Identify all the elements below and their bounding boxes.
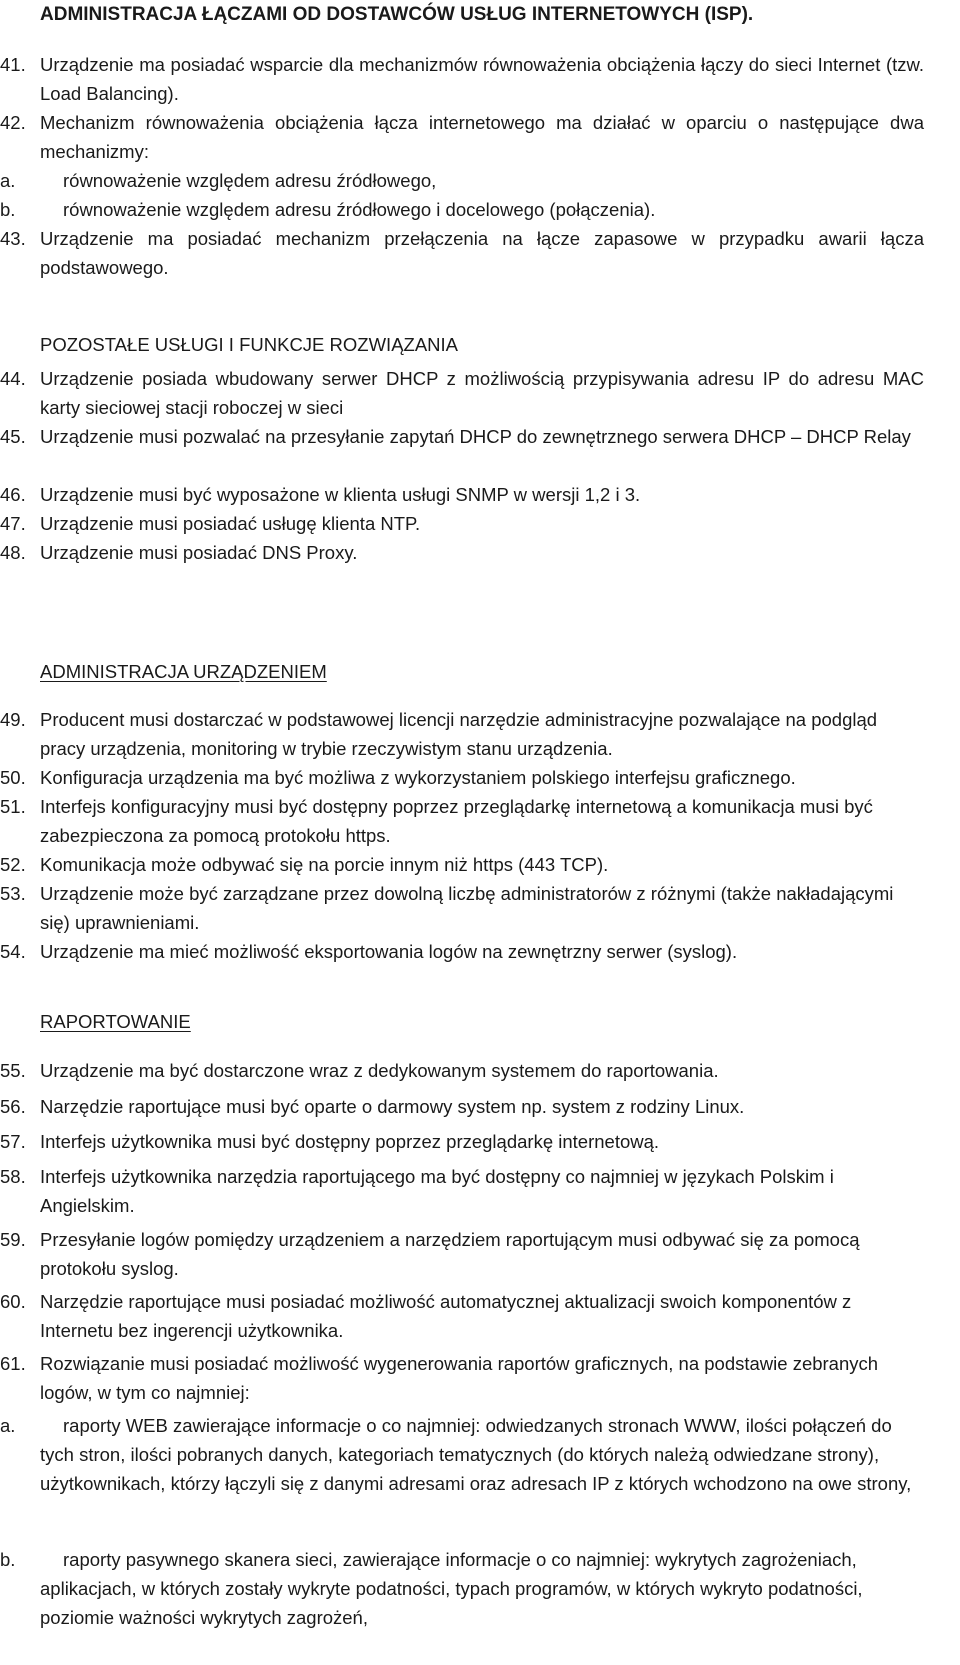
item-text: Urządzenie musi być wyposażone w klienta usługi SNMP w wersji 1,2 i 3.: [40, 484, 641, 505]
item-number: 59.: [0, 1229, 26, 1250]
item-letter: b.: [0, 1549, 16, 1570]
item-number: 57.: [0, 1131, 26, 1152]
item-text: Narzędzie raportujące musi posiadać możliwość automatycznej aktualizacji swoich komponentów z Internetu bez ingerencji użytkownika.: [40, 1291, 852, 1341]
item-number: 51.: [0, 796, 26, 817]
item-text: Komunikacja może odbywać się na porcie innym niż https (443 TCP).: [40, 854, 609, 875]
item-text: Urządzenie posiada wbudowany serwer DHCP z możliwością przypisywania adresu IP do adresu MAC karty sieciowej stacji roboczej w sieci: [40, 368, 924, 418]
item-text: Interfejs użytkownika narzędzia raportującego ma być dostępny co najmniej w językach Polskim i Angielskim.: [40, 1166, 834, 1216]
item-number: 42.: [0, 112, 26, 133]
item-number: 54.: [0, 941, 26, 962]
section-heading-admin: ADMINISTRACJA URZĄDZENIEM: [40, 661, 327, 682]
item-number: 48.: [0, 542, 26, 563]
item-text: Narzędzie raportujące musi być oparte o darmowy system np. system z rodziny Linux.: [40, 1096, 745, 1117]
item-text: Producent musi dostarczać w podstawowej licencji narzędzie administracyjne pozwalające na podgląd pracy urządzenia, monitoring w trybie rzeczywistym stanu urządzenia.: [40, 709, 878, 759]
item-number: 58.: [0, 1166, 26, 1187]
section-heading-other: POZOSTAŁE USŁUGI I FUNKCJE ROZWIĄZANIA: [40, 334, 459, 355]
item-text: Rozwiązanie musi posiadać możliwość wygenerowania raportów graficznych, na podstawie zebranych logów, w tym co najmniej:: [40, 1353, 879, 1403]
item-number: 43.: [0, 228, 26, 249]
item-number: 50.: [0, 767, 26, 788]
item-text: równoważenie względem adresu źródłowego,: [63, 170, 437, 191]
item-text: Urządzenie musi posiadać usługę klienta NTP.: [40, 513, 421, 534]
item-text: Urządzenie ma posiadać wsparcie dla mechanizmów równoważenia obciążenia łączy do sieci Internet (tzw. Load Balancing).: [40, 54, 924, 104]
item-text: Interfejs użytkownika musi być dostępny poprzez przeglądarkę internetową.: [40, 1131, 660, 1152]
item-letter: b.: [0, 199, 16, 220]
item-text: Urządzenie ma posiadać mechanizm przełączenia na łącze zapasowe w przypadku awarii łącza podstawowego.: [40, 228, 924, 278]
item-number: 56.: [0, 1096, 26, 1117]
item-text: Urządzenie musi pozwalać na przesyłanie zapytań DHCP do zewnętrznego serwera DHCP – DHCP Relay: [40, 426, 911, 447]
item-text: Interfejs konfiguracyjny musi być dostępny poprzez przeglądarkę internetową a komunikacja musi być zabezpieczona za pomocą protokołu https.: [40, 796, 873, 846]
item-number: 47.: [0, 513, 26, 534]
section-heading-isp: ADMINISTRACJA ŁĄCZAMI OD DOSTAWCÓW USŁUG INTERNETOWYCH (ISP).: [40, 4, 754, 25]
item-text: Przesyłanie logów pomiędzy urządzeniem a narzędziem raportującym musi odbywać się za pomocą protokołu syslog.: [40, 1229, 860, 1279]
item-number: 61.: [0, 1353, 26, 1374]
item-text: równoważenie względem adresu źródłowego i docelowego (połączenia).: [63, 199, 656, 220]
item-number: 41.: [0, 54, 26, 75]
item-text: Urządzenie musi posiadać DNS Proxy.: [40, 542, 358, 563]
item-text: Konfiguracja urządzenia ma być możliwa z wykorzystaniem polskiego interfejsu graficznego.: [40, 767, 796, 788]
item-number: 53.: [0, 883, 26, 904]
item-text: Urządzenie ma być dostarczone wraz z dedykowanym systemem do raportowania.: [40, 1060, 719, 1081]
item-number: 52.: [0, 854, 26, 875]
item-text: raporty pasywnego skanera sieci, zawierające informacje o co najmniej: wykrytych zagrożeniach, aplikacjach, w których zostały wykryte podatności, typach programów, w których wykryto podatności, poziomie ważności wykrytych zagrożeń,: [40, 1549, 863, 1628]
item-number: 45.: [0, 426, 26, 447]
item-number: 44.: [0, 368, 26, 389]
item-letter: a.: [0, 1415, 16, 1436]
item-number: 49.: [0, 709, 26, 730]
item-number: 55.: [0, 1060, 26, 1081]
item-text: Urządzenie może być zarządzane przez dowolną liczbę administratorów z różnymi (także nakładającymi się) uprawnieniami.: [40, 883, 894, 933]
section-heading-reports: RAPORTOWANIE: [40, 1011, 191, 1032]
item-text: Mechanizm równoważenia obciążenia łącza internetowego ma działać w oparciu o następujące dwa mechanizmy:: [40, 112, 924, 162]
item-number: 60.: [0, 1291, 26, 1312]
item-letter: a.: [0, 170, 16, 191]
item-text: Urządzenie ma mieć możliwość eksportowania logów na zewnętrzny serwer (syslog).: [40, 941, 738, 962]
item-text: raporty WEB zawierające informacje o co najmniej: odwiedzanych stronach WWW, ilości połączeń do tych stron, ilości pobranych danych, kategoriach tematycznych (do których należą odwiedzane strony), użytkownikach, którzy łączyli się z danymi adresami oraz adresach IP z których wchodzono na owe strony,: [40, 1415, 912, 1494]
item-number: 46.: [0, 484, 26, 505]
